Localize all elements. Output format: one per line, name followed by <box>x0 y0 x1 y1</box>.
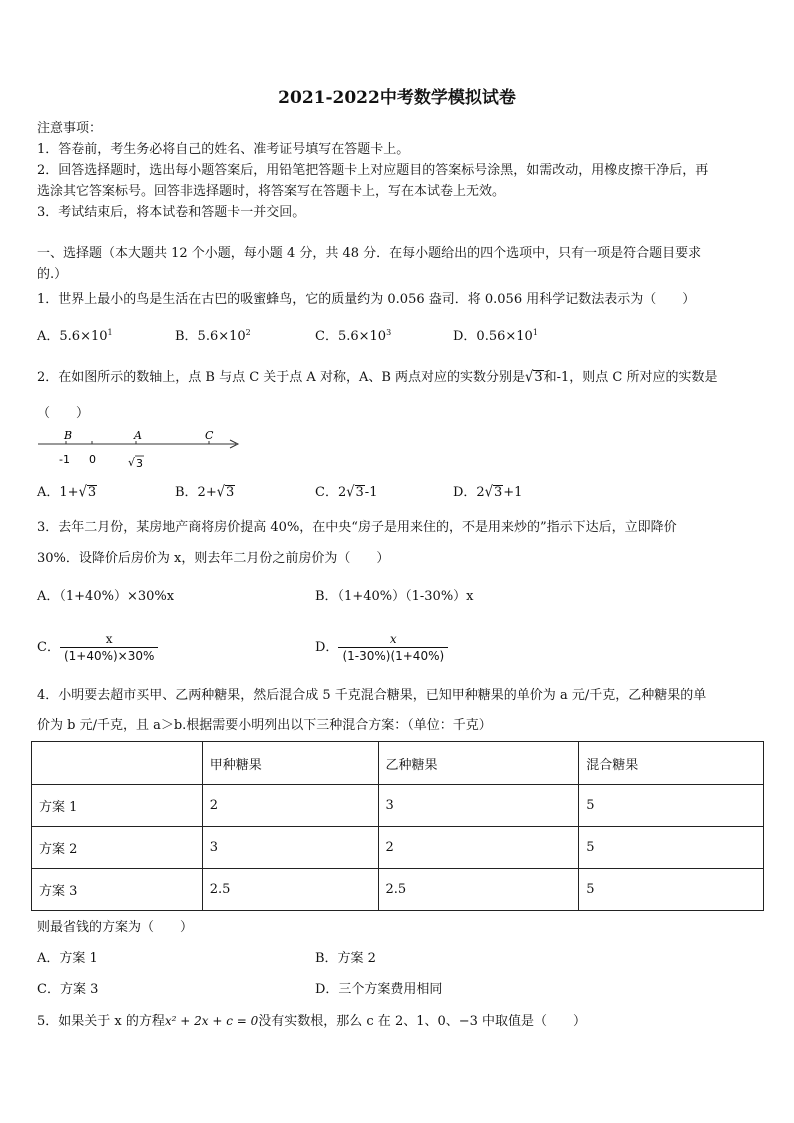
sqrt-radicand: 3 <box>87 485 97 500</box>
q1-c-text: C．5.6×10 <box>315 329 387 344</box>
q3-option-a: A．（1+40%）×30%x <box>37 589 175 604</box>
notice-item-2-cont: 选涂其它答案标号。回答非选择题时，将答案写在答题卡上，写在本试卷上无效。 <box>37 184 506 199</box>
table-cell: 5 <box>579 785 764 827</box>
q2-c-tail: -1 <box>364 485 378 500</box>
sqrt-radicand: 3 <box>355 485 364 500</box>
q2-blank: （ ） <box>37 406 90 421</box>
sqrt-radicand: 3 <box>534 370 543 385</box>
mix-plan-table <box>31 741 764 911</box>
q4-option-b: B．方案 2 <box>315 951 376 966</box>
q4-question: 则最省钱的方案为（ ） <box>37 920 194 935</box>
q2-stem-pre: 2．在如图所示的数轴上，点 B 与点 C 关于点 A 对称，A、B 两点对应的实数分别是 <box>37 370 526 385</box>
table-cell: 2 <box>378 827 579 869</box>
q4-stem-cont: 价为 b 元/千克，且 a＞b.根据需要小明列出以下三种混合方案：（单位：千克） <box>37 718 492 733</box>
table-cell: 方案 1 <box>32 785 203 827</box>
sqrt-symbol: √3 <box>346 483 364 502</box>
q3-d-label: D． <box>315 640 339 655</box>
q5-stem-post: 没有实数根，那么 c 在 2、1、0、−3 中取值是（ ） <box>258 1014 587 1029</box>
point-label-b: B <box>64 429 73 442</box>
tick-label-zero: 0 <box>89 453 96 466</box>
table-cell: 方案 2 <box>32 827 203 869</box>
table-cell: 2.5 <box>378 869 579 911</box>
table-cell: 5 <box>579 869 764 911</box>
q1-option-b <box>175 328 251 346</box>
table-cell: 2 <box>202 785 378 827</box>
sqrt-symbol: √3 <box>525 368 543 387</box>
q5-stem-pre: 5．如果关于 x 的方程 <box>37 1014 165 1029</box>
q2-option-c <box>315 484 377 502</box>
q1-a-exp: 1 <box>107 328 113 337</box>
section-heading-cont: 的.） <box>37 267 68 282</box>
table-cell: 3 <box>378 785 579 827</box>
q1-a-text: A．5.6×10 <box>37 329 108 344</box>
table-cell: 2.5 <box>202 869 378 911</box>
table-header-cell <box>32 742 203 785</box>
q2-stem-post: 和-1，则点 C 所对应的实数是 <box>543 370 718 385</box>
q1-stem: 1．世界上最小的鸟是生活在古巴的吸蜜蜂鸟，它的质量约为 0.056 盎司．将 0.056 用科学记数法表示为（ ） <box>37 292 696 307</box>
q2-a-text: A．1+ <box>37 485 79 500</box>
fraction-numerator: x <box>389 631 397 646</box>
sqrt-symbol: √3 <box>216 483 235 502</box>
fraction-denominator: (1-30%)(1+40%) <box>338 647 448 664</box>
point-label-a: A <box>134 429 142 442</box>
q4-stem: 4．小明要去超市买甲、乙两种糖果，然后混合成 5 千克混合糖果，已知甲种糖果的单价为 a 元/千克，乙种糖果的单 <box>37 688 707 703</box>
fraction-denominator: (1+40%)×30% <box>60 647 158 664</box>
table-header-cell: 乙种糖果 <box>378 742 579 785</box>
table-cell: 方案 3 <box>32 869 203 911</box>
q3-c-label: C． <box>37 640 60 655</box>
sqrt-symbol: √3 <box>78 483 97 502</box>
notice-heading: 注意事项： <box>37 121 103 136</box>
q3-option-c <box>37 628 158 668</box>
table-row <box>32 869 764 911</box>
q1-option-a <box>37 328 113 346</box>
page-title: 2021-2022中考数学模拟试卷 <box>278 88 516 108</box>
fraction <box>338 632 448 664</box>
q3-option-b: B．（1+40%）（1-30%）x <box>315 589 474 604</box>
table-cell: 3 <box>202 827 378 869</box>
notice-item-3: 3．考试结束后，将本试卷和答题卡一并交回。 <box>37 205 306 220</box>
q1-d-exp: 1 <box>532 328 538 337</box>
q1-c-exp: 3 <box>386 328 392 337</box>
fraction <box>60 632 158 664</box>
q3-stem-cont: 30%．设降价后房价为 x，则去年二月份之前房价为（ ） <box>37 551 390 566</box>
number-line-figure <box>36 425 246 475</box>
section-heading: 一、选择题（本大题共 12 个小题，每小题 4 分，共 48 分．在每小题给出的四个选项中，只有一项是符合题目要求 <box>37 246 702 261</box>
q1-b-text: B．5.6×10 <box>175 329 246 344</box>
q2-stem <box>37 369 718 387</box>
sqrt-radicand: 3 <box>494 485 503 500</box>
point-label-c: C <box>205 429 214 442</box>
q2-option-a <box>37 484 97 502</box>
table-header-cell: 甲种糖果 <box>202 742 378 785</box>
q4-option-d: D．三个方案费用相同 <box>315 982 443 997</box>
table-header-cell: 混合糖果 <box>579 742 764 785</box>
q2-b-text: B．2+ <box>175 485 217 500</box>
table-cell: 5 <box>579 827 764 869</box>
q2-c-text: C．2 <box>315 485 347 500</box>
tick-label-sqrt-sign: √ <box>128 456 136 469</box>
fraction-numerator: x <box>105 631 113 646</box>
tick-label-sqrt: 3 <box>136 457 143 470</box>
q4-option-c: C．方案 3 <box>37 982 99 997</box>
table-row <box>32 827 764 869</box>
q1-b-exp: 2 <box>245 328 251 337</box>
q4-option-a: A．方案 1 <box>37 951 98 966</box>
notice-item-1: 1．答卷前，考生务必将自己的姓名、准考证号填写在答题卡上。 <box>37 142 410 157</box>
notice-item-2: 2．回答选择题时，选出每小题答案后，用铅笔把答题卡上对应题目的答案标号涂黑，如需改动，用橡皮擦干净后，再 <box>37 163 709 178</box>
tick-label-minus-one: -1 <box>59 453 70 466</box>
q1-option-c <box>315 328 391 346</box>
sqrt-symbol: √3 <box>484 483 503 502</box>
q1-d-text: D．0.56×10 <box>453 329 533 344</box>
q1-option-d <box>453 328 538 346</box>
q2-d-text: D．2 <box>453 485 485 500</box>
table-row <box>32 785 764 827</box>
q2-option-b <box>175 484 235 502</box>
q2-option-d <box>453 484 522 502</box>
sqrt-radicand: 3 <box>226 485 235 500</box>
q3-option-d <box>315 628 448 668</box>
q2-d-tail: +1 <box>503 485 523 500</box>
q5-equation: x² + 2x + c = 0 <box>164 1014 259 1028</box>
q5-stem <box>37 1012 586 1031</box>
q3-stem: 3．去年二月份，某房地产商将房价提高 40%，在中央“房子是用来住的，不是用来炒的”指示下达后，立即降价 <box>37 520 677 535</box>
table-header-row <box>32 742 764 785</box>
